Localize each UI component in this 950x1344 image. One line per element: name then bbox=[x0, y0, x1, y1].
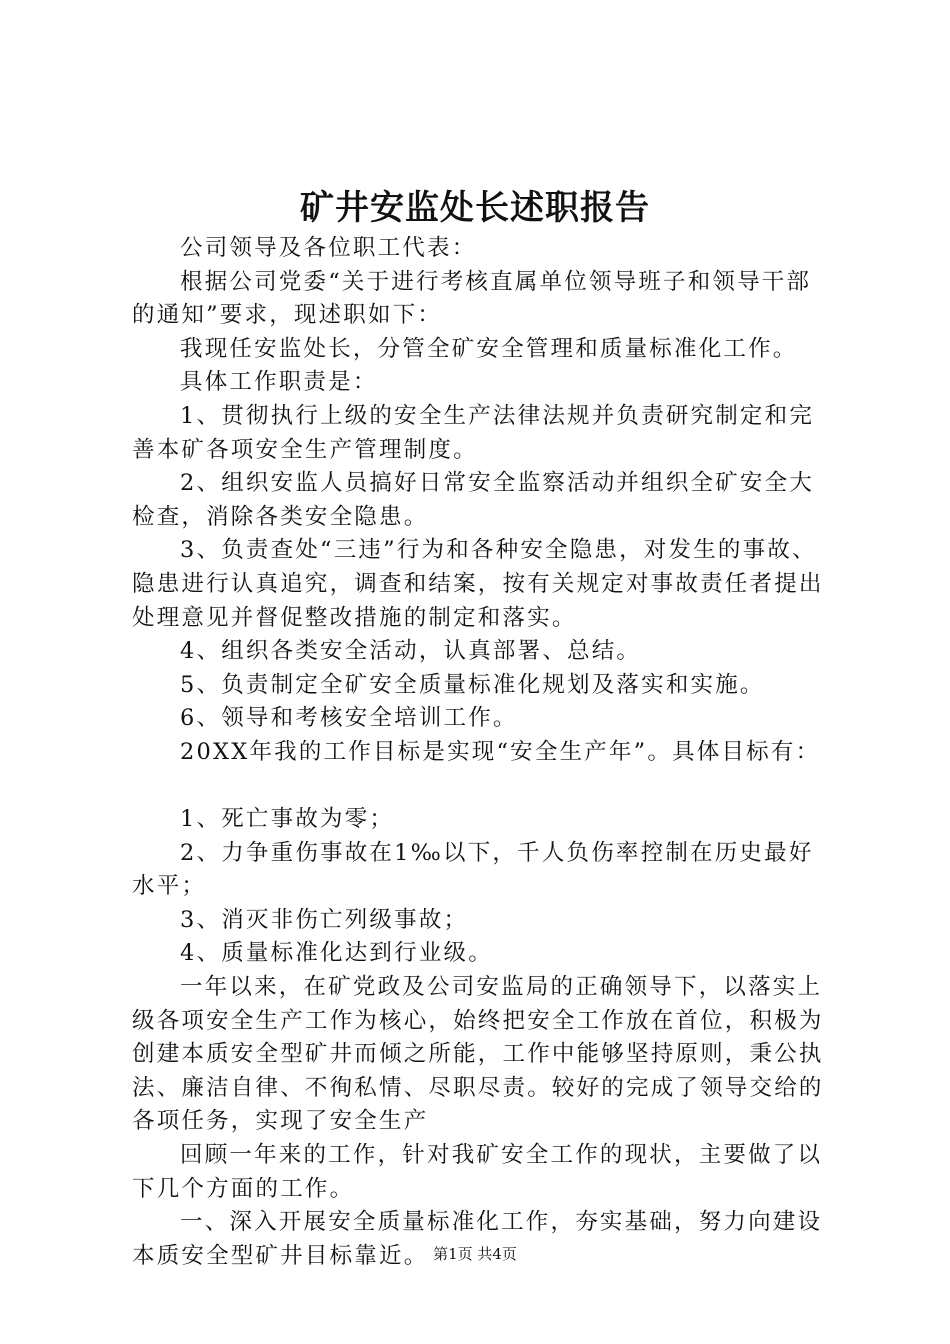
paragraph-goal-1: 1、死亡事故为零； bbox=[180, 806, 395, 833]
paragraph-salutation: 公司领导及各位职工代表： bbox=[180, 235, 477, 261]
paragraph-intro: 根据公司党委“关于进行考核直属单位领导班子和领导干部的通知”要求，现述职如下： bbox=[132, 268, 812, 329]
paragraph-goal-4: 4、质量标准化达到行业级。 bbox=[180, 940, 493, 967]
blank-line bbox=[132, 770, 832, 804]
paragraph-duty-4: 4、组织各类安全活动，认真部署、总结。 bbox=[180, 638, 642, 665]
paragraph-duty-5: 5、负责制定全矿安全质量标准化规划及落实和实施。 bbox=[180, 671, 765, 698]
paragraph-duty-3: 3、负责查处“三违”行为和各种安全隐患，对发生的事故、隐患进行认真追究，调查和结案，按有关规定对事故责任者提出处理意见并督促整改措施的制定和落实。 bbox=[132, 537, 824, 631]
page-number-footer: 第1页 共4页 bbox=[433, 1245, 517, 1263]
paragraph-position: 我现任安监处长，分管全矿安全管理和质量标准化工作。 bbox=[180, 335, 798, 362]
paragraph-goals-heading: 20XX年我的工作目标是实现“安全生产年”。具体目标有： bbox=[180, 738, 821, 765]
paragraph-duty-6: 6、领导和考核安全培训工作。 bbox=[180, 705, 518, 732]
paragraph-duties-heading: 具体工作职责是： bbox=[180, 369, 378, 396]
paragraph-duty-1: 1、贯彻执行上级的安全生产法律法规并负责研究制定和完善本矿各项安全生产管理制度。 bbox=[132, 402, 815, 463]
paragraph-section-1: 一、深入开展安全质量标准化工作，夯实基础，努力向建设本质安全型矿井目标靠近。 bbox=[132, 1209, 823, 1269]
document-body bbox=[132, 232, 832, 1273]
paragraph-duty-2: 2、组织安监人员搞好日常安全监察活动并组织全矿安全大检查，消除各类安全隐患。 bbox=[132, 470, 815, 530]
paragraph-summary: 一年以来，在矿党政及公司安监局的正确领导下，以落实上级各项安全生产工作为核心，始终把安全工作放在首位，积极为创建本质安全型矿井而倾之所能，工作中能够坚持原则，秉公执法、廉洁自律、不徇私情、尽职尽责。较好的完成了领导交给的各项任务，实现了安全生产 bbox=[132, 974, 824, 1135]
paragraph-goal-2: 2、力争重伤事故在1‰以下，千人负伤率控制在历史最好水平； bbox=[132, 839, 814, 900]
paragraph-goal-3: 3、消灭非伤亡列级事故； bbox=[180, 906, 469, 933]
paragraph-review: 回顾一年来的工作，针对我矿安全工作的现状，主要做了以下几个方面的工作。 bbox=[132, 1142, 823, 1202]
document-title: 矿井安监处长述职报告 bbox=[300, 188, 650, 228]
